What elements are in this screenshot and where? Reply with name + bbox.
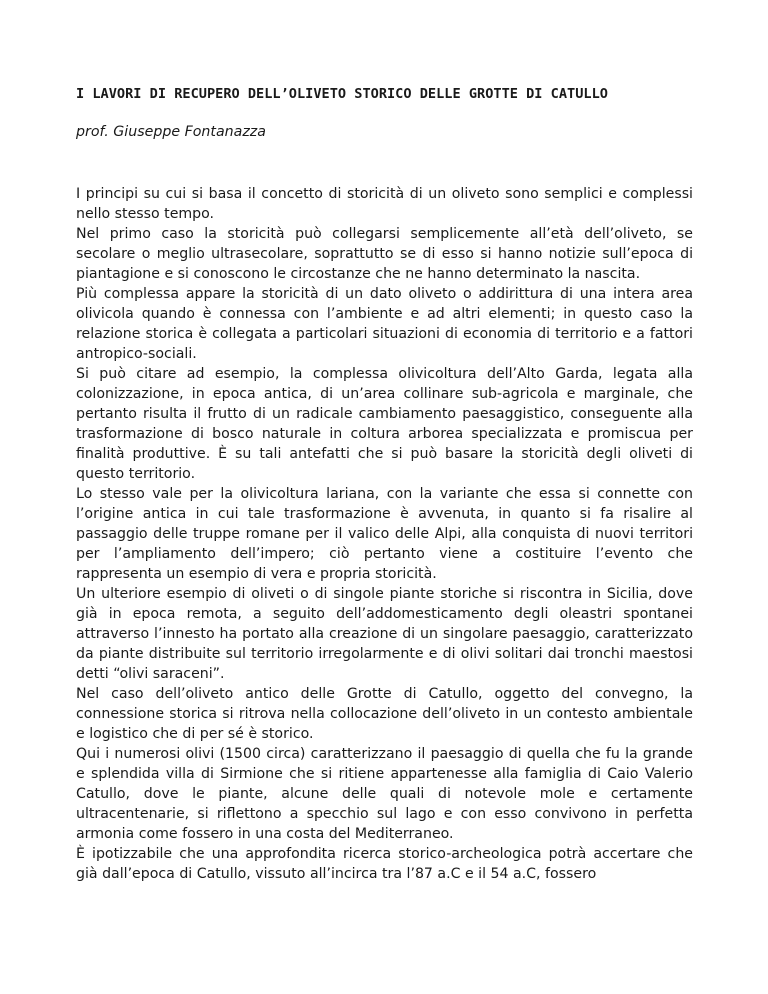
paragraph: Nel primo caso la storicità può collegarsi semplicemente all’età dell’oliveto, se secolare o meglio ultrasecolare, soprattutto se di esso si hanno notizie sull’epoca di piantagione e si conoscono le circostanze che ne hanno determinato la nascita. (76, 226, 693, 282)
paragraph: I principi su cui si basa il concetto di storicità di un oliveto sono semplici e complessi nello stesso tempo. (76, 186, 693, 222)
document-title: I LAVORI DI RECUPERO DELL’OLIVETO STORICO DELLE GROTTE DI CATULLO (76, 86, 608, 102)
paragraph: Qui i numerosi olivi (1500 circa) caratterizzano il paesaggio di quella che fu la grande e splendida villa di Sirmione che si ritiene appartenesse alla famiglia di Caio Valerio Catullo, dove le piante, alcune delle quali di notevole mole e certamente ultracentenarie, si riflettono a specchio sul lago e con esso convivono in perfetta armonia come fossero in una costa del Mediterraneo. (76, 746, 693, 842)
document-body (76, 184, 693, 884)
author-name: prof. Giuseppe Fontanazza (76, 124, 266, 140)
paragraph: Un ulteriore esempio di oliveti o di singole piante storiche si riscontra in Sicilia, dove già in epoca remota, a seguito dell’addomesticamento degli oleastri spontanei attraverso l’innesto ha portato alla creazione di un singolare paesaggio, caratterizzato da piante distribuite sul territorio irregolarmente e di olivi solitari dai tronchi maestosi detti “olivi saraceni”. (76, 586, 693, 682)
paragraph: Nel caso dell’oliveto antico delle Grotte di Catullo, oggetto del convegno, la connessione storica si ritrova nella collocazione dell’oliveto in un contesto ambientale e logistico che di per sé è storico. (76, 686, 693, 742)
document-page (76, 84, 693, 884)
paragraph: Si può citare ad esempio, la complessa olivicoltura dell’Alto Garda, legata alla colonizzazione, in epoca antica, di un’area collinare sub-agricola e marginale, che pertanto risulta il frutto di un radicale cambiamento paesaggistico, conseguente alla trasformazione di bosco naturale in coltura arborea specializzata e promiscua per finalità produttive. È su tali antefatti che si può basare la storicità degli oliveti di questo territorio. (76, 366, 693, 482)
paragraph: È ipotizzabile che una approfondita ricerca storico-archeologica potrà accertare che già dall’epoca di Catullo, vissuto all’incirca tra l’87 a.C e il 54 a.C, fossero (76, 846, 693, 882)
paragraph: Più complessa appare la storicità di un dato oliveto o addirittura di una intera area olivicola quando è connessa con l’ambiente e ad altri elementi; in questo caso la relazione storica è collegata a particolari situazioni di economia di territorio e a fattori antropico-sociali. (76, 286, 693, 362)
paragraph: Lo stesso vale per la olivicoltura lariana, con la variante che essa si connette con l’origine antica in cui tale trasformazione è avvenuta, in quanto si fa risalire al passaggio delle truppe romane per il valico delle Alpi, alla conquista di nuovi territori per l’ampliamento dell’impero; ciò pertanto viene a costituire l’evento che rappresenta un esempio di vera e propria storicità. (76, 486, 693, 582)
